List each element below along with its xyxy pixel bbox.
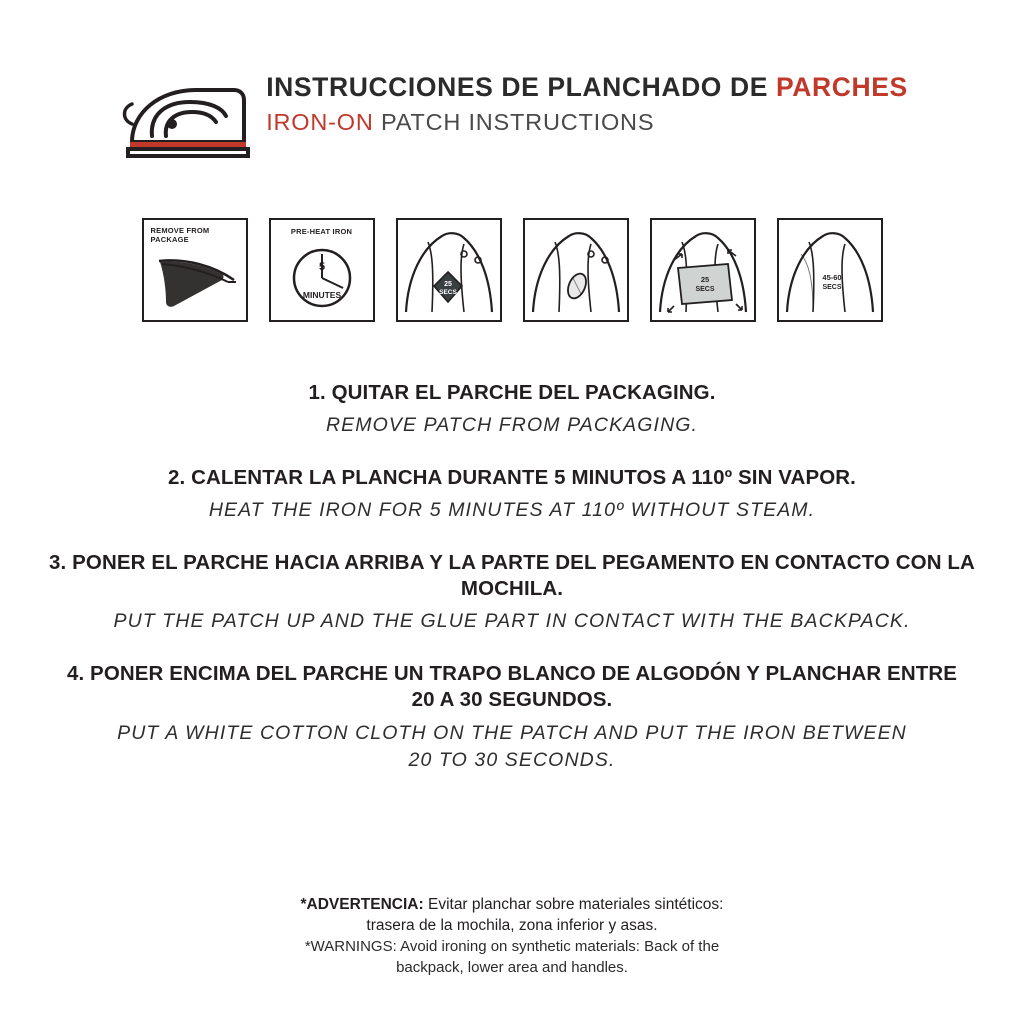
step-3-en: PUT THE PATCH UP AND THE GLUE PART IN CONTACT WITH THE BACKPACK. <box>113 610 911 633</box>
icon-step-1-label: REMOVE FROM PACKAGE <box>150 226 210 244</box>
instruction-icon-strip <box>0 218 1024 322</box>
step-3 <box>0 550 1024 635</box>
icon-step-3-place-patch <box>396 218 502 322</box>
icon-step-5-secs-top: 25 <box>700 275 709 284</box>
icon-step-2-label: PRE-HEAT IRON <box>290 227 353 236</box>
icon-step-5-secs-bottom: SECS <box>694 286 715 293</box>
warning-es-label: *ADVERTENCIA: <box>300 895 424 913</box>
icon-step-4-iron-patch <box>523 218 629 322</box>
svg-text:5: 5 <box>318 261 325 273</box>
warning-en-line1: *WARNINGS: Avoid ironing on synthetic materials: Back of the <box>304 938 720 956</box>
warnings-block <box>0 895 1024 978</box>
icon-step-1-remove-from-package <box>142 218 248 322</box>
page-header <box>0 0 1024 168</box>
icon-step-6-final-press <box>777 218 883 322</box>
icon-step-6-secs-top: 45-60 <box>821 273 842 282</box>
svg-text:MINUTES: MINUTES <box>302 290 341 300</box>
page-title-es-prefix: INSTRUCCIONES DE PLANCHADO DE <box>266 72 776 102</box>
instruction-steps <box>0 380 1024 774</box>
step-3-es: 3. PONER EL PARCHE HACIA ARRIBA Y LA PARTE DEL PEGAMENTO EN CONTACTO CON LA MOCHILA. <box>49 550 975 601</box>
step-2-es: 2. CALENTAR LA PLANCHA DURANTE 5 MINUTOS A 110º SIN VAPOR. <box>168 465 856 489</box>
page-title-en-rest: PATCH INSTRUCTIONS <box>373 109 655 135</box>
icon-step-5-cloth-over-patch <box>650 218 756 322</box>
warning-en-line2: backpack, lower area and handles. <box>396 959 628 977</box>
title-block <box>266 58 908 136</box>
step-4-en-line2: 20 TO 30 SECONDS. <box>408 749 616 772</box>
step-2-en: HEAT THE IRON FOR 5 MINUTES AT 110º WITHOUT STEAM. <box>208 499 816 522</box>
step-4-es-line1: 4. PONER ENCIMA DEL PARCHE UN TRAPO BLANCO DE ALGODÓN Y PLANCHAR ENTRE <box>66 662 958 686</box>
icon-step-2-preheat-iron <box>269 218 375 322</box>
step-1-es: 1. QUITAR EL PARCHE DEL PACKAGING. <box>308 381 716 404</box>
clothes-iron-icon <box>116 68 256 168</box>
page-title-es-accent: PARCHES <box>775 72 908 102</box>
warning-es-line2: trasera de la mochila, zona inferior y asas. <box>366 916 658 934</box>
icon-step-6-secs-bottom: SECS <box>821 284 842 291</box>
page-title-es <box>266 72 908 103</box>
step-2 <box>0 465 1024 524</box>
step-4 <box>0 661 1024 774</box>
step-4-en-line1: PUT A WHITE COTTON CLOTH ON THE PATCH AND PUT THE IRON BETWEEN <box>117 721 907 744</box>
step-1-en: REMOVE PATCH FROM PACKAGING. <box>325 414 699 437</box>
page-title-en-accent: IRON-ON <box>266 109 374 135</box>
icon-step-3-secs-bottom: SECS <box>438 289 457 296</box>
icon-step-3-secs-top: 25 <box>443 281 452 288</box>
warning-es-line1-rest: Evitar planchar sobre materiales sintéticos: <box>423 895 724 913</box>
step-4-es-line2: 20 A 30 SEGUNDOS. <box>411 688 613 712</box>
step-1 <box>0 380 1024 439</box>
page-title-en <box>266 109 908 136</box>
warning-es-line1 <box>0 895 1024 916</box>
